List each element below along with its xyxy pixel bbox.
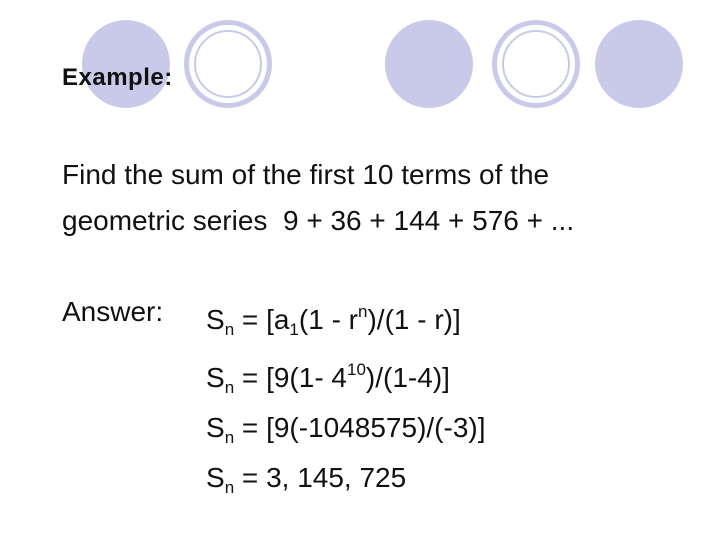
formula-part: )/(1 - r)] (367, 304, 461, 335)
formula-part: = [9(1- 4 (234, 362, 347, 393)
formula-part: = [a (234, 304, 290, 335)
formula-part: (1 - r (298, 304, 358, 335)
answer-label: Answer: (62, 296, 164, 327)
formula-part: = [9(-1048575)/(-3)] (234, 412, 486, 443)
answer-steps (206, 292, 486, 508)
answer-step-substitution (206, 350, 486, 408)
sum-symbol: S (206, 304, 225, 335)
sum-symbol: S (206, 462, 225, 493)
answer-step-result (206, 458, 486, 508)
subscript: n (224, 320, 235, 339)
decorative-circle (595, 20, 683, 108)
formula-part: = 3, 145, 725 (234, 462, 407, 493)
exponent: n (358, 302, 368, 321)
sum-symbol: S (206, 362, 225, 393)
decorative-ring (184, 20, 272, 108)
problem-line-1: Find the sum of the first 10 terms of the (62, 159, 550, 190)
subscript: n (224, 378, 235, 397)
subscript: 1 (289, 320, 299, 339)
answer-step-simplify (206, 408, 486, 458)
sum-symbol: S (206, 412, 225, 443)
exponent: 10 (347, 360, 366, 379)
formula-part: )/(1-4)] (365, 362, 450, 393)
subscript: n (224, 428, 235, 447)
example-heading: Example: (62, 64, 173, 91)
problem-line-2: geometric series 9 + 36 + 144 + 576 + ... (62, 205, 575, 236)
subscript: n (224, 478, 235, 497)
problem-statement (62, 152, 574, 244)
decorative-circle (385, 20, 473, 108)
decorative-ring (492, 20, 580, 108)
answer-step-formula (206, 292, 486, 350)
